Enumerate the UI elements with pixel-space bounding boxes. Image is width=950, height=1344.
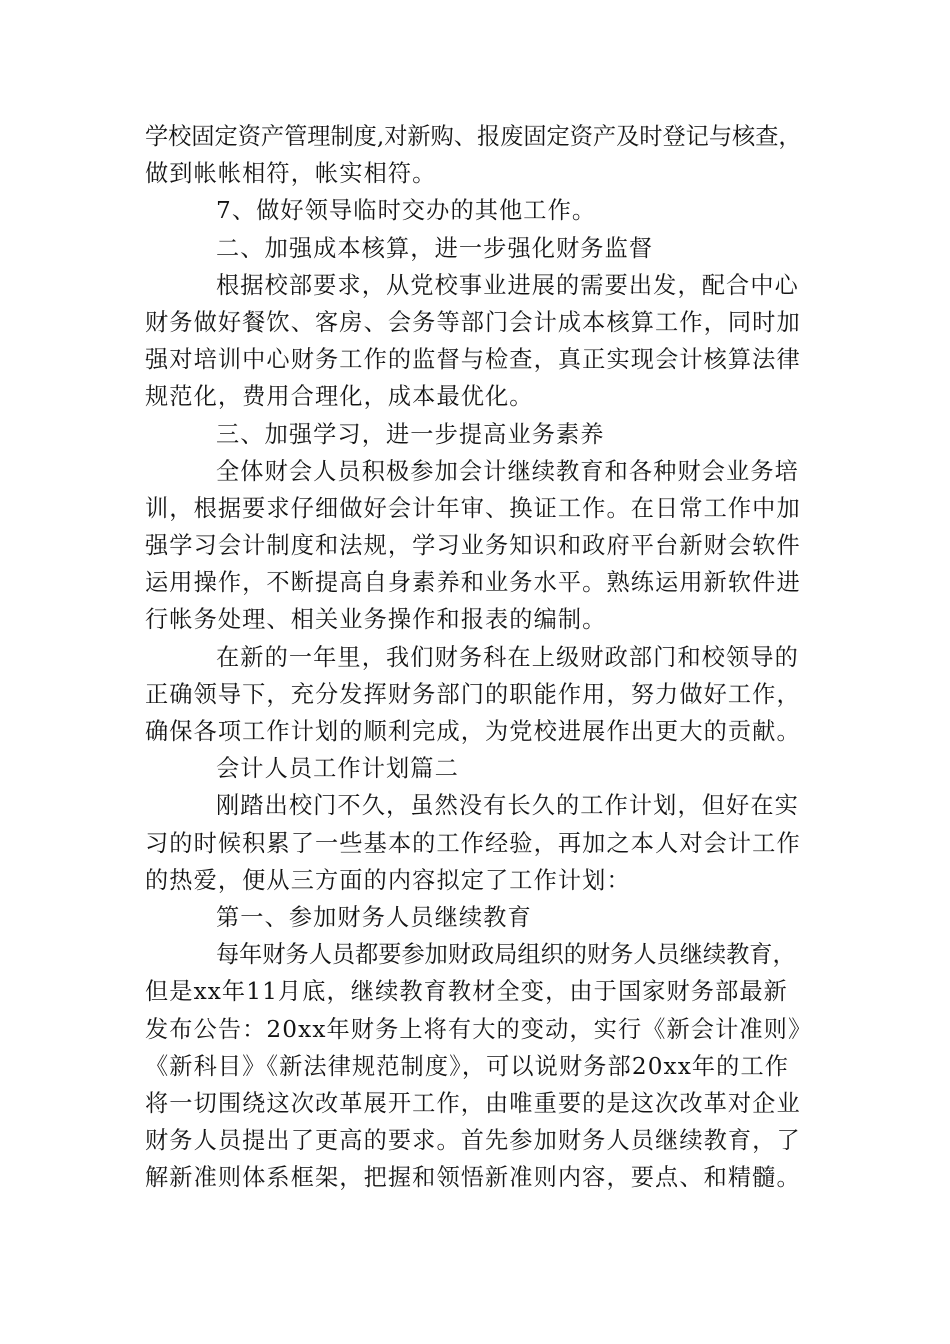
text-line: 学校固定资产管理制度,对新购、报废固定资产及时登记与核查， xyxy=(145,123,802,150)
text-line: 运用操作，不断提高自身素养和业务水平。熟练运用新软件进 xyxy=(145,569,801,597)
paragraph-first-line: 每年财务人员都要参加财政局组织的财务人员继续教育， xyxy=(216,941,796,969)
text-line: 《新科目》《新法律规范制度》，可以说财务部20xx年的工作 xyxy=(145,1052,790,1080)
text-line: 的热爱，便从三方面的内容拟定了工作计划： xyxy=(145,866,631,894)
text-line: 解新准则体系框架，把握和领悟新准则内容，要点、和精髓。 xyxy=(145,1164,801,1192)
text-line: 将一切围绕这次改革展开工作，由唯重要的是这次改革对企业 xyxy=(145,1089,801,1117)
paragraph-first-line: 根据校部要求，从党校事业进展的需要出发，配合中心 xyxy=(216,271,799,299)
paragraph-first-line: 会计人员工作计划篇二 xyxy=(216,755,459,783)
text-line: 做到帐帐相符，帐实相符。 xyxy=(145,160,437,188)
text-line: 确保各项工作计划的顺利完成，为党校进展作出更大的贡献。 xyxy=(145,718,801,745)
paragraph-first-line: 刚踏出校门不久，虽然没有长久的工作计划，但好在实 xyxy=(216,792,799,820)
text-line: 规范化，费用合理化，成本最优化。 xyxy=(145,383,534,411)
paragraph-first-line: 在新的一年里，我们财务科在上级财政部门和校领导的 xyxy=(216,643,799,671)
paragraph-first-line: 三、加强学习，进一步提高业务素养 xyxy=(216,420,605,448)
text-line: 训，根据要求仔细做好会计年审、换证工作。在日常工作中加 xyxy=(145,494,801,522)
text-line: 行帐务处理、相关业务操作和报表的编制。 xyxy=(145,606,607,634)
document-body xyxy=(145,118,813,1196)
text-line: 发布公告：20xx年财务上将有大的变动，实行《新会计准则》 xyxy=(145,1015,813,1043)
text-line: 强学习会计制度和法规，学习业务知识和政府平台新财会软件 xyxy=(145,532,801,560)
paragraph-first-line: 7、做好领导临时交办的其他工作。 xyxy=(216,197,597,225)
text-line: 习的时候积累了一些基本的工作经验，再加之本人对会计工作 xyxy=(145,829,801,857)
text-line: 强对培训中心财务工作的监督与检查，真正实现会计核算法律 xyxy=(145,346,801,374)
paragraph-first-line: 第一、参加财务人员继续教育 xyxy=(216,903,532,931)
paragraph-first-line: 全体财会人员积极参加会计继续教育和各种财会业务培 xyxy=(216,457,799,485)
paragraph-first-line: 二、加强成本核算，进一步强化财务监督 xyxy=(216,234,654,262)
text-line: 财务做好餐饮、客房、会务等部门会计成本核算工作，同时加 xyxy=(145,308,801,336)
text-line: 正确领导下，充分发挥财务部门的职能作用，努力做好工作， xyxy=(145,680,801,708)
text-line: 但是xx年11月底，继续教育教材全变，由于国家财务部最新 xyxy=(145,978,788,1006)
text-line: 财务人员提出了更高的要求。首先参加财务人员继续教育，了 xyxy=(145,1127,801,1155)
